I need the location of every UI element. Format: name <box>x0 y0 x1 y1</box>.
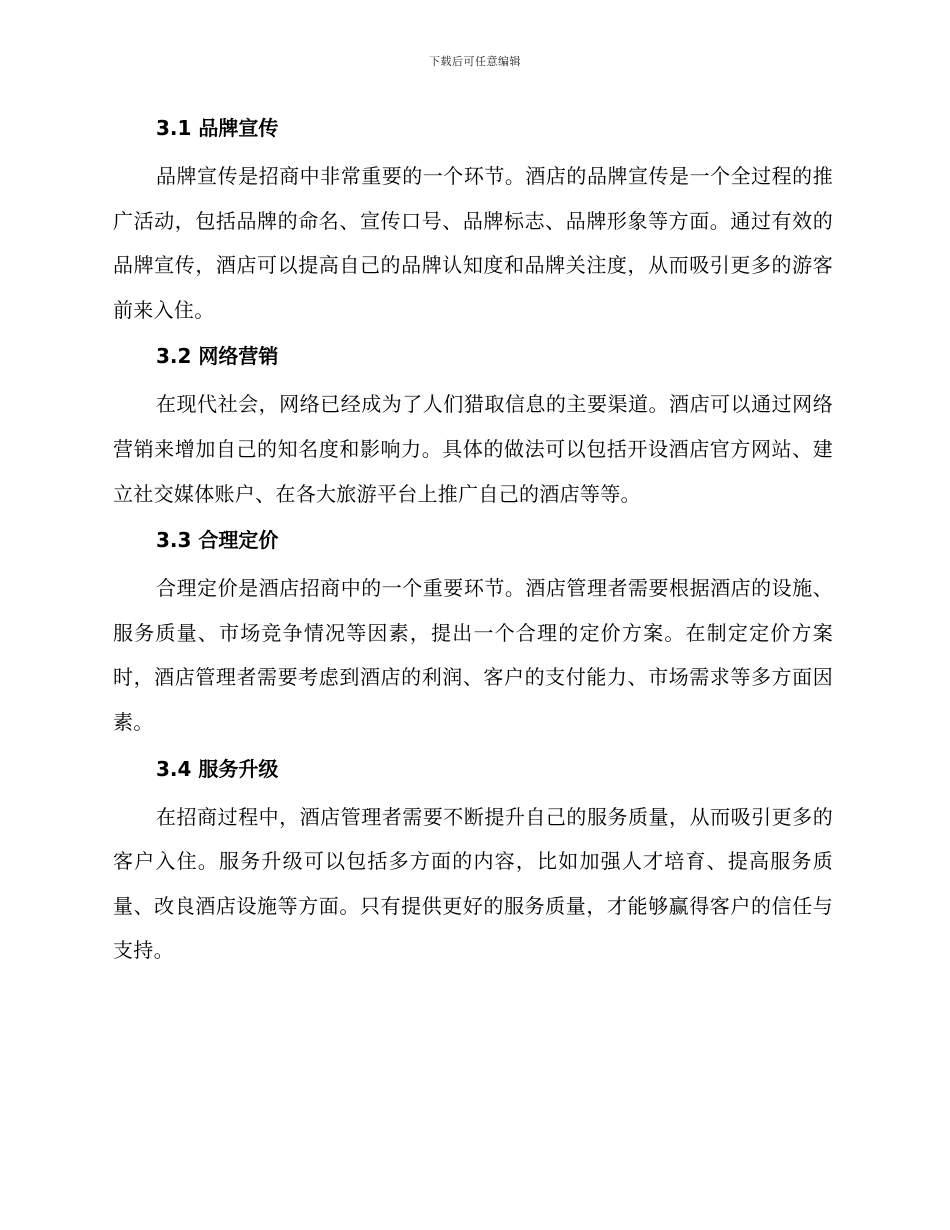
section-online-marketing <box>113 342 833 516</box>
section-paragraph: 合理定价是酒店招商中的一个重要环节。酒店管理者需要根据酒店的设施、服务质量、市场竞争情况等因素，提出一个合理的定价方案。在制定定价方案时，酒店管理者需要考虑到酒店的利润、客户的支付能力、市场需求等多方面因素。 <box>113 576 833 734</box>
section-heading: 3.4 服务升级 <box>156 756 279 781</box>
section-heading: 3.2 网络营销 <box>156 344 279 369</box>
section-paragraph: 在招商过程中，酒店管理者需要不断提升自己的服务质量，从而吸引更多的客户入住。服务升级可以包括多方面的内容，比如加强人才培育、提高服务质量、改良酒店设施等方面。只有提供更好的服务质量，才能够赢得客户的信任与支持。 <box>113 804 833 963</box>
section-paragraph: 在现代社会，网络已经成为了人们猎取信息的主要渠道。酒店可以通过网络营销来增加自己的知名度和影响力。具体的做法可以包括开设酒店官方网站、建立社交媒体账户、在各大旅游平台上推广自己的酒店等等。 <box>113 392 833 506</box>
section-heading: 3.1 品牌宣传 <box>156 116 279 140</box>
section-heading: 3.3 合理定价 <box>156 528 279 553</box>
document-body <box>113 108 833 983</box>
page-header: 下载后可任意编辑 <box>429 55 521 68</box>
section-reasonable-pricing <box>113 526 833 744</box>
section-paragraph: 品牌宣传是招商中非常重要的一个环节。酒店的品牌宣传是一个全过程的推广活动，包括品牌的命名、宣传口号、品牌标志、品牌形象等方面。通过有效的品牌宣传，酒店可以提高自己的品牌认知度和品牌关注度，从而吸引更多的游客前来入住。 <box>113 164 833 322</box>
section-brand-promotion <box>113 114 833 332</box>
section-service-upgrade <box>113 755 833 973</box>
